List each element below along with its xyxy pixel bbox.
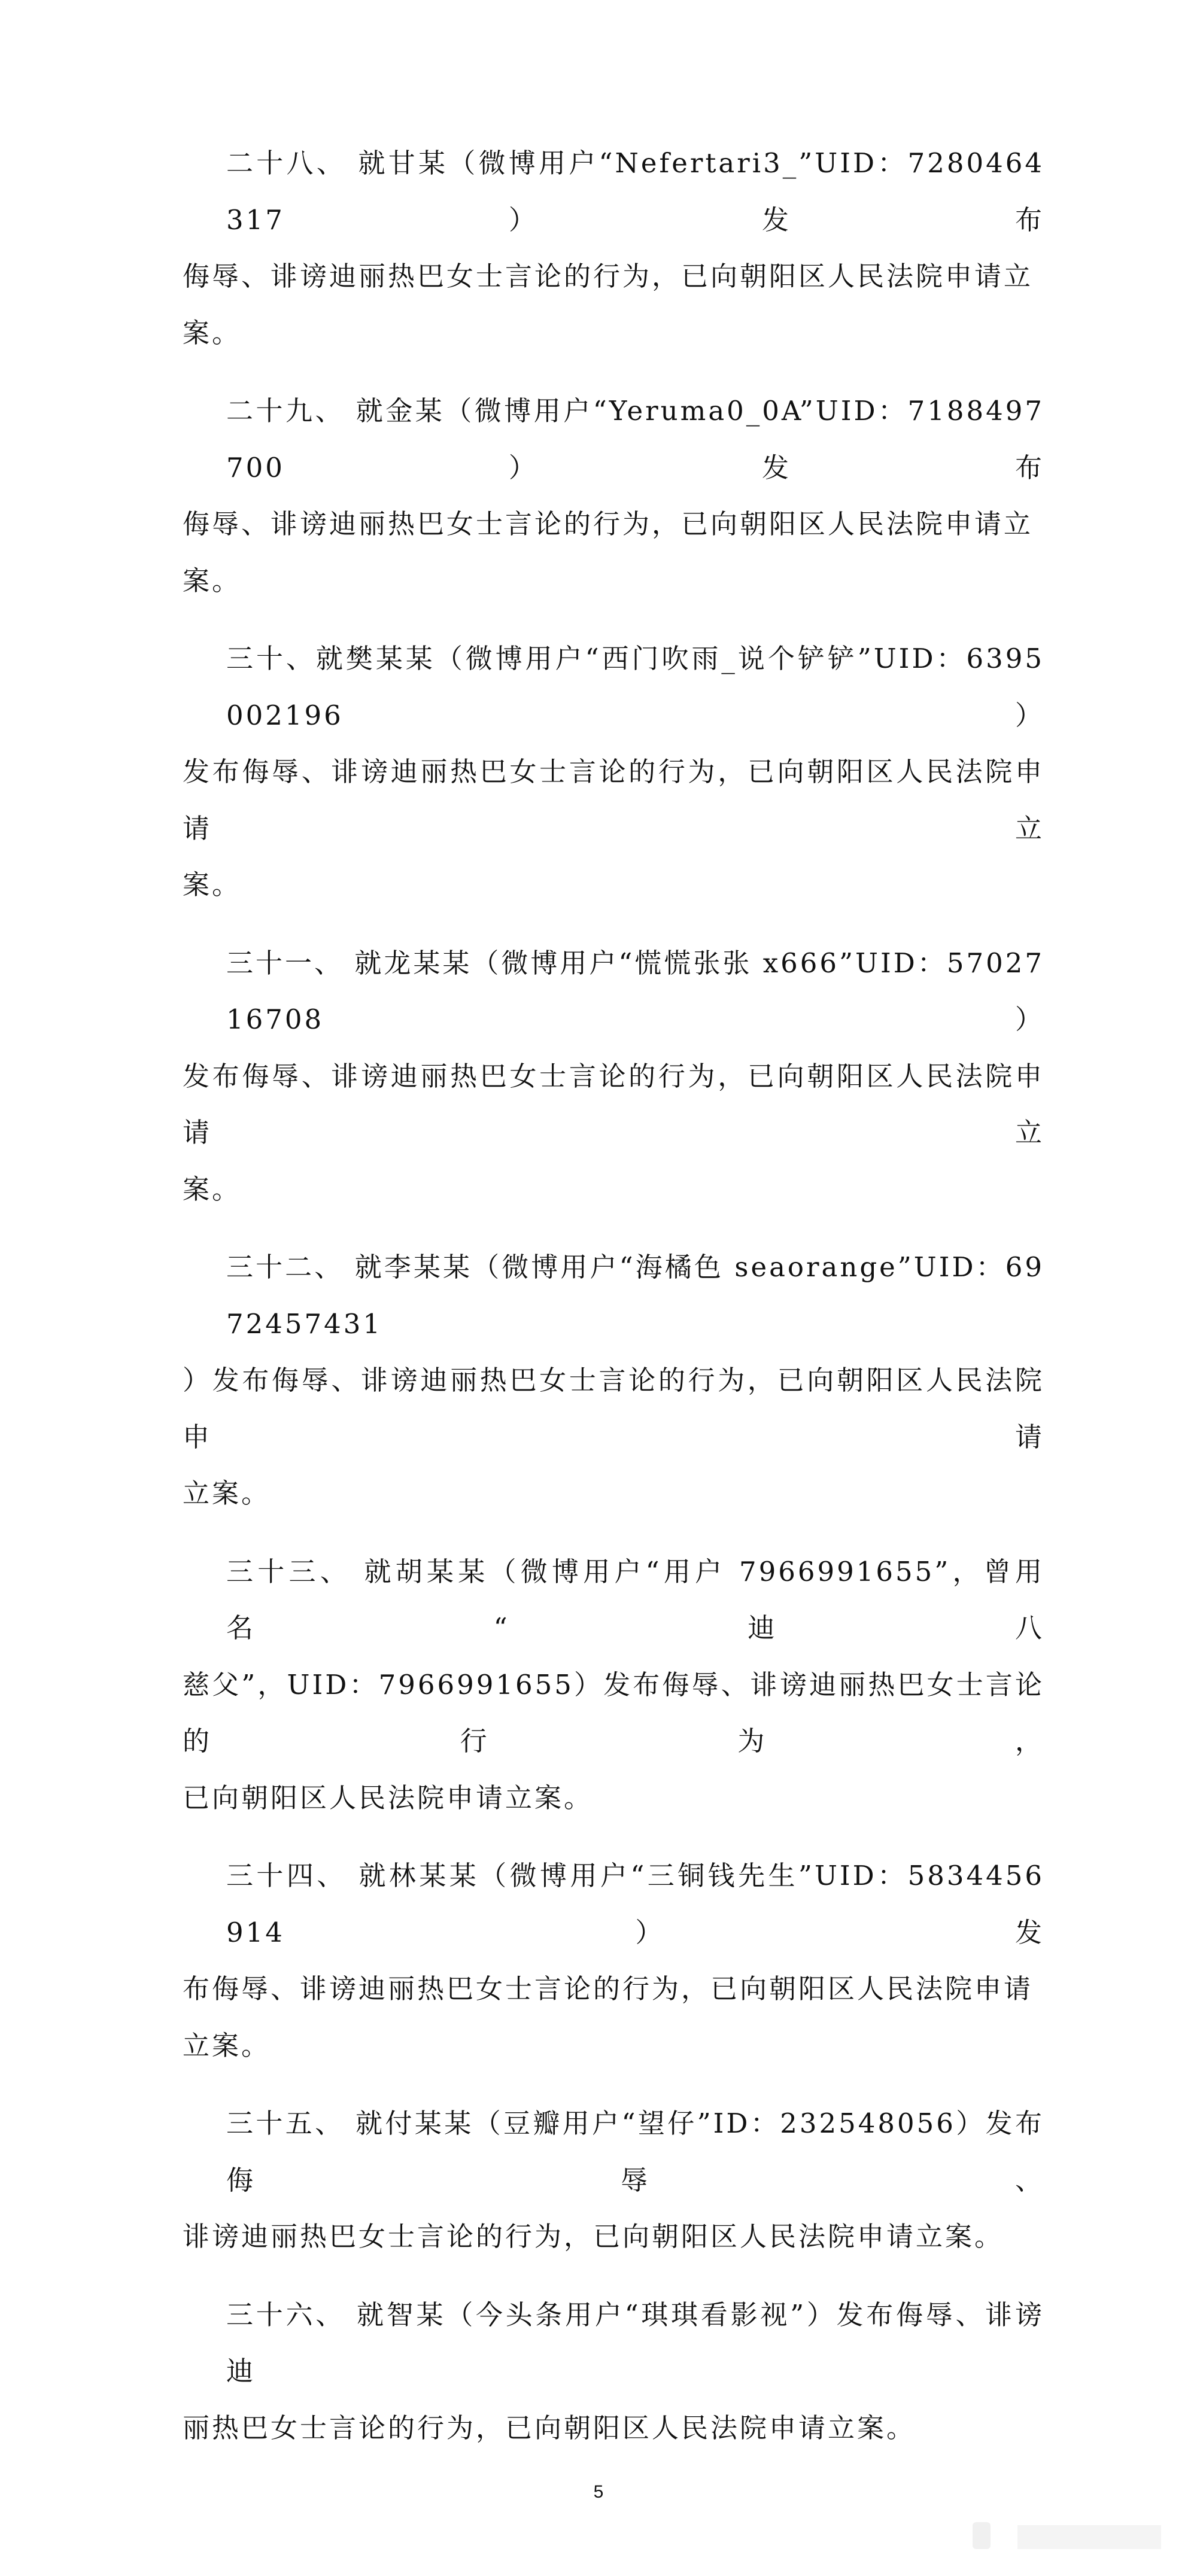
paragraph-line: 布侮辱、诽谤迪丽热巴女士言论的行为，已向朝阳区人民法院申请立案。: [183, 1973, 1034, 2061]
paragraph-item: [183, 1544, 1044, 1827]
paragraph-item: [183, 1239, 1044, 1522]
paragraph-line: 发布侮辱、诽谤迪丽热巴女士言论的行为，已向朝阳区人民法院申请立: [183, 1060, 1044, 1148]
paragraph-line: 已向朝阳区人民法院申请立案。: [183, 1781, 594, 1814]
paragraph-line: 三十一、 就龙某某（微博用户“慌慌张张 x666”UID：5702716708）: [226, 947, 1044, 1035]
page-number: 5: [593, 2482, 604, 2502]
paragraph-line: 三十二、 就李某某（微博用户“海橘色 seaorange”UID：6972457431: [226, 1251, 1044, 1340]
paragraph-line: 三十、就樊某某（微博用户“西门吹雨_说个铲铲”UID：6395002196）: [226, 643, 1044, 731]
paragraph-line: 丽热巴女士言论的行为，已向朝阳区人民法院申请立案。: [183, 2411, 916, 2444]
paragraph-item: [183, 935, 1044, 1218]
watermark-icon: [970, 2516, 1173, 2552]
paragraph-line: 三十五、 就付某某（豆瓣用户“望仔”ID：232548056）发布侮辱、: [226, 2107, 1044, 2196]
paragraph-line: 三十四、 就林某某（微博用户“三铜钱先生”UID：5834456914）发: [226, 1860, 1044, 1948]
paragraph-item: [183, 135, 1044, 361]
document-body: [183, 0, 1044, 2456]
paragraph-item: [183, 631, 1044, 914]
paragraph-line: 三十三、 就胡某某（微博用户“用户 7966991655”，曾用名“迪八: [226, 1555, 1044, 1644]
paragraph-line: 慈父”，UID：7966991655）发布侮辱、诽谤迪丽热巴女士言论的行为，: [183, 1668, 1044, 1757]
paragraph-line: 发布侮辱、诽谤迪丽热巴女士言论的行为，已向朝阳区人民法院申请立: [183, 756, 1044, 844]
paragraph-item: [183, 1848, 1044, 2074]
paragraph-line: 侮辱、诽谤迪丽热巴女士言论的行为，已向朝阳区人民法院申请立案。: [183, 260, 1034, 349]
paragraph-line: ）发布侮辱、诽谤迪丽热巴女士言论的行为，已向朝阳区人民法院申请: [183, 1364, 1044, 1453]
paragraph-line: 诽谤迪丽热巴女士言论的行为，已向朝阳区人民法院申请立案。: [183, 2221, 1004, 2252]
paragraph-line: 案。: [183, 1173, 242, 1205]
paragraph-item: [183, 2096, 1044, 2265]
paragraph-item: [183, 2287, 1044, 2457]
paragraph-line: 立案。: [183, 1477, 271, 1509]
paragraph-line: 二十八、 就甘某（微博用户“Nefertari3_”UID：7280464317）发布: [226, 147, 1044, 236]
paragraph-line: 二十九、 就金某（微博用户“Yeruma0_0A”UID：7188497700）发布: [226, 395, 1044, 483]
paragraph-line: 三十六、 就智某（今头条用户“琪琪看影视”）发布侮辱、诽谤迪: [226, 2298, 1044, 2387]
paragraph-line: 案。: [183, 869, 242, 901]
paragraph-line: 侮辱、诽谤迪丽热巴女士言论的行为，已向朝阳区人民法院申请立案。: [183, 508, 1034, 597]
paragraph-item: [183, 383, 1044, 609]
